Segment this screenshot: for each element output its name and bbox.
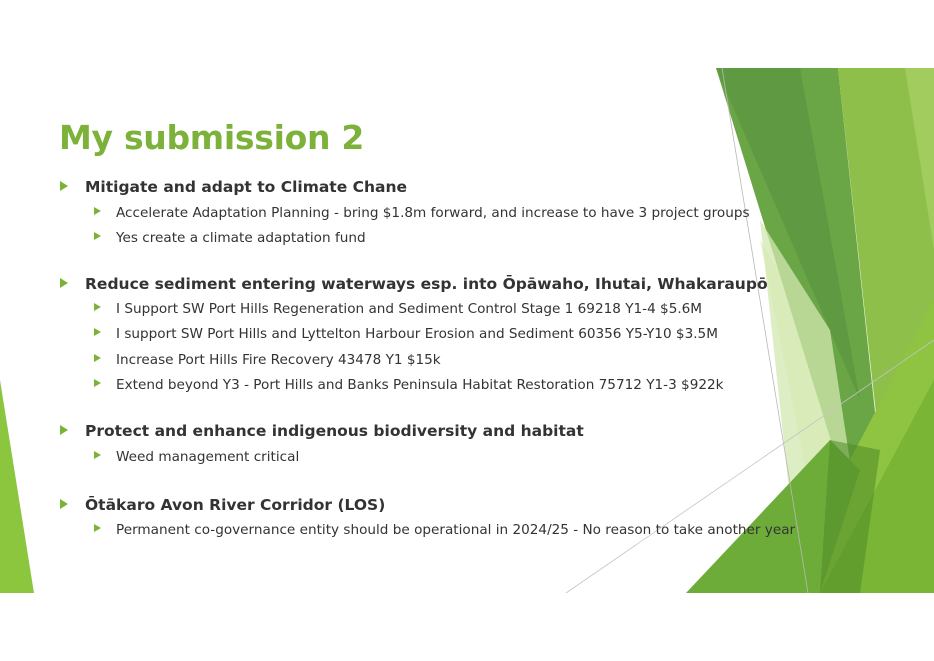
sub-bullet-text: Accelerate Adaptation Planning - bring $1.8m forward, and increase to have 3 project groups [116,205,750,221]
sub-bullet [94,205,750,221]
sub-bullet [94,377,724,393]
sub-bullet-text: Weed management critical [116,449,300,465]
sub-bullet-text: Extend beyond Y3 - Port Hills and Banks Peninsula Habitat Restoration 75712 Y1-3 $922k [116,377,724,393]
sub-bullet [94,449,299,465]
bullet-arrow-icon [94,354,101,362]
bullet-arrow-icon [94,303,101,311]
bullet-arrow-icon [60,278,68,288]
sub-bullet-text: Yes create a climate adaptation fund [116,230,366,246]
heading-text: Mitigate and adapt to Climate Chane [85,178,408,196]
bullet-arrow-icon [94,207,101,215]
bullet-arrow-icon [94,328,101,336]
sub-bullet [94,326,718,342]
bullet-arrow-icon [94,232,101,240]
bullet-arrow-icon [60,499,68,509]
bullet-heading-3 [60,422,584,440]
sub-bullet [94,230,366,246]
bullet-arrow-icon [94,379,101,387]
bullet-arrow-icon [60,181,68,191]
bullet-heading-1 [60,178,407,196]
sub-bullet [94,352,441,368]
sub-bullet-text: Permanent co-governance entity should be operational in 2024/25 - No reason to take another year [116,522,796,538]
bullet-heading-4 [60,496,385,514]
slide-title: My submission 2 [59,118,365,157]
bullet-arrow-icon [60,425,68,435]
sub-bullet [94,522,795,538]
sub-bullet-text: I support SW Port Hills and Lyttelton Harbour Erosion and Sediment 60356 Y5-Y10 $3.5M [116,326,718,342]
sub-bullet [94,301,702,317]
bullet-heading-2 [60,275,768,293]
bullet-arrow-icon [94,451,101,459]
sub-bullet-text: I Support SW Port Hills Regeneration and Sediment Control Stage 1 69218 Y1-4 $5.6M [116,301,703,317]
bullet-arrow-icon [94,524,101,532]
heading-text: Protect and enhance indigenous biodiversity and habitat [85,422,584,440]
heading-text: Ōtākaro Avon River Corridor (LOS) [85,496,386,514]
heading-text: Reduce sediment entering waterways esp. into Ōpāwaho, Ihutai, Whakaraupō [85,275,768,293]
sub-bullet-text: Increase Port Hills Fire Recovery 43478 Y1 $15k [116,352,441,368]
